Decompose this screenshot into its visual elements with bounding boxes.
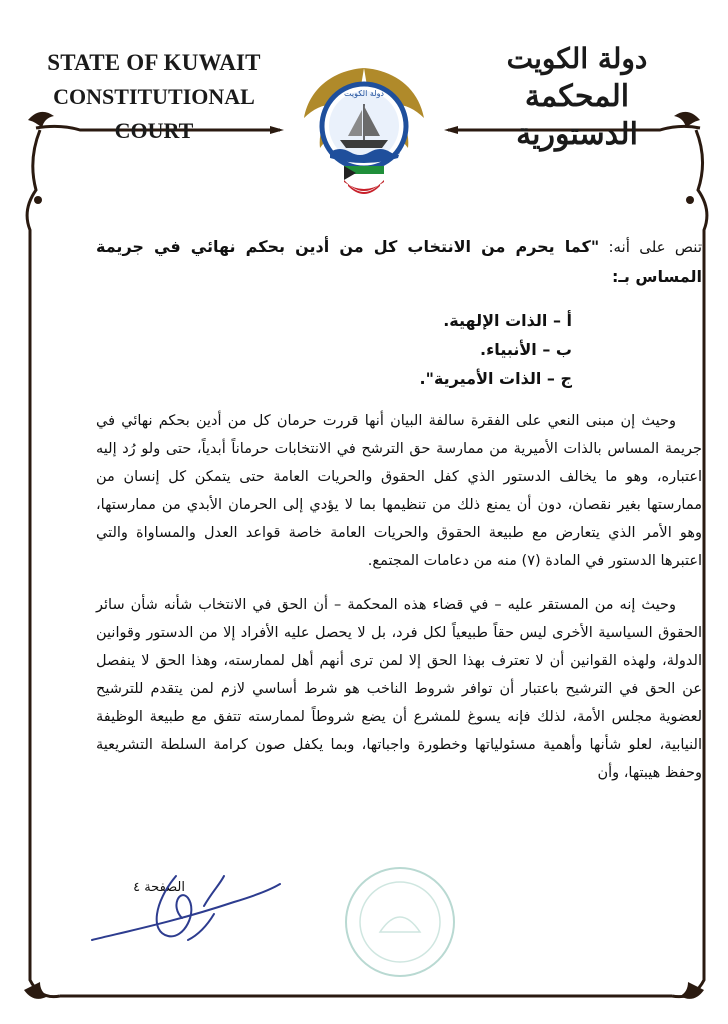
state-name-arabic: دولة الكويت [506,42,648,75]
list-item: أ – الذات الإلهية. [443,311,572,330]
court-title-arabic: المحكمة الدستورية [516,79,638,152]
court-name-arabic [462,40,692,154]
intro-quote: "كما يحرم من الانتخاب كل من أدين بحكم نهائي في جريمة المساس بـ: [96,237,702,286]
court-title-english: CONSTITUTIONAL COURT [53,84,255,143]
offence-list [96,306,572,393]
paragraph-2: وحيث إنه من المستقر عليه – في قضاء هذه المحكمة – أن الحق في الانتخاب شأنه شأن سائر الحقوق السياسية الأخرى ليس حقاً طبيعياً لكل فرد، بل لا يحصل عليه الأفراد إلا من الدستور وقوانين الدولة، ولهذه القوانين أن لا تعترف بهذا الحق إلا لمن ترى أنهم أهل لممارسته، وهذا الحق لا ينفصل عن الحق في الترشيح باعتبار أن توافر شروط الناخب هو شرط أساسي لازم لمن يتقدم للترشيح لعضوية مجلس الأمة، لذلك فإنه يسوغ للمشرع أن يضع شروطاً لممارسته تتفق مع طبيعة الوظيفة النيابية، لعلو شأنها وأهمية مسئولياتها وخطورة واجباتها، وبما يكفل صون كرامة السلطة التشريعية وحفظ هيبتها، وأن [96,597,702,781]
list-item: ب – الأنبياء. [480,340,572,359]
list-item: ج – الذات الأميرية". [419,369,572,388]
page-number: الصفحة ٤ [133,880,185,895]
state-name-english: STATE OF KUWAIT [47,50,261,75]
intro-prefix: تنص على أنه: [599,238,702,256]
signature-icon [84,862,284,952]
intro-paragraph [96,232,702,292]
document-body [96,232,702,787]
court-stamp-icon [340,862,460,982]
court-name-english [38,46,270,148]
paragraph-1: وحيث إن مبنى النعي على الفقرة سالفة البيان أنها قررت حرمان كل من أدين بحكم نهائي في جريمة المساس بالذات الأميرية من ممارسة حق الترشح في الانتخابات حرماناً أبدياً، حتى ولو رُد إليه اعتباره، وهو ما يخالف الدستور الذي كفل الحقوق والحريات العامة حتى يتمكن كل إنسان من ممارستها بغير نقصان، دون أن يمنع ذلك من تنظيمها بما لا يؤدي إلى الحرمان الأبدي من ممارستها، وهو الأمر الذي يتعارض مع طبيعة الحقوق والحريات العامة خاصة قواعد العدل والمساواة والتي اعتبرها الدستور في المادة (٧) منه من دعامات المجتمع. [96,413,702,569]
kuwait-emblem-icon [296,56,432,202]
emblem-caption: دولة الكويت [344,89,384,98]
